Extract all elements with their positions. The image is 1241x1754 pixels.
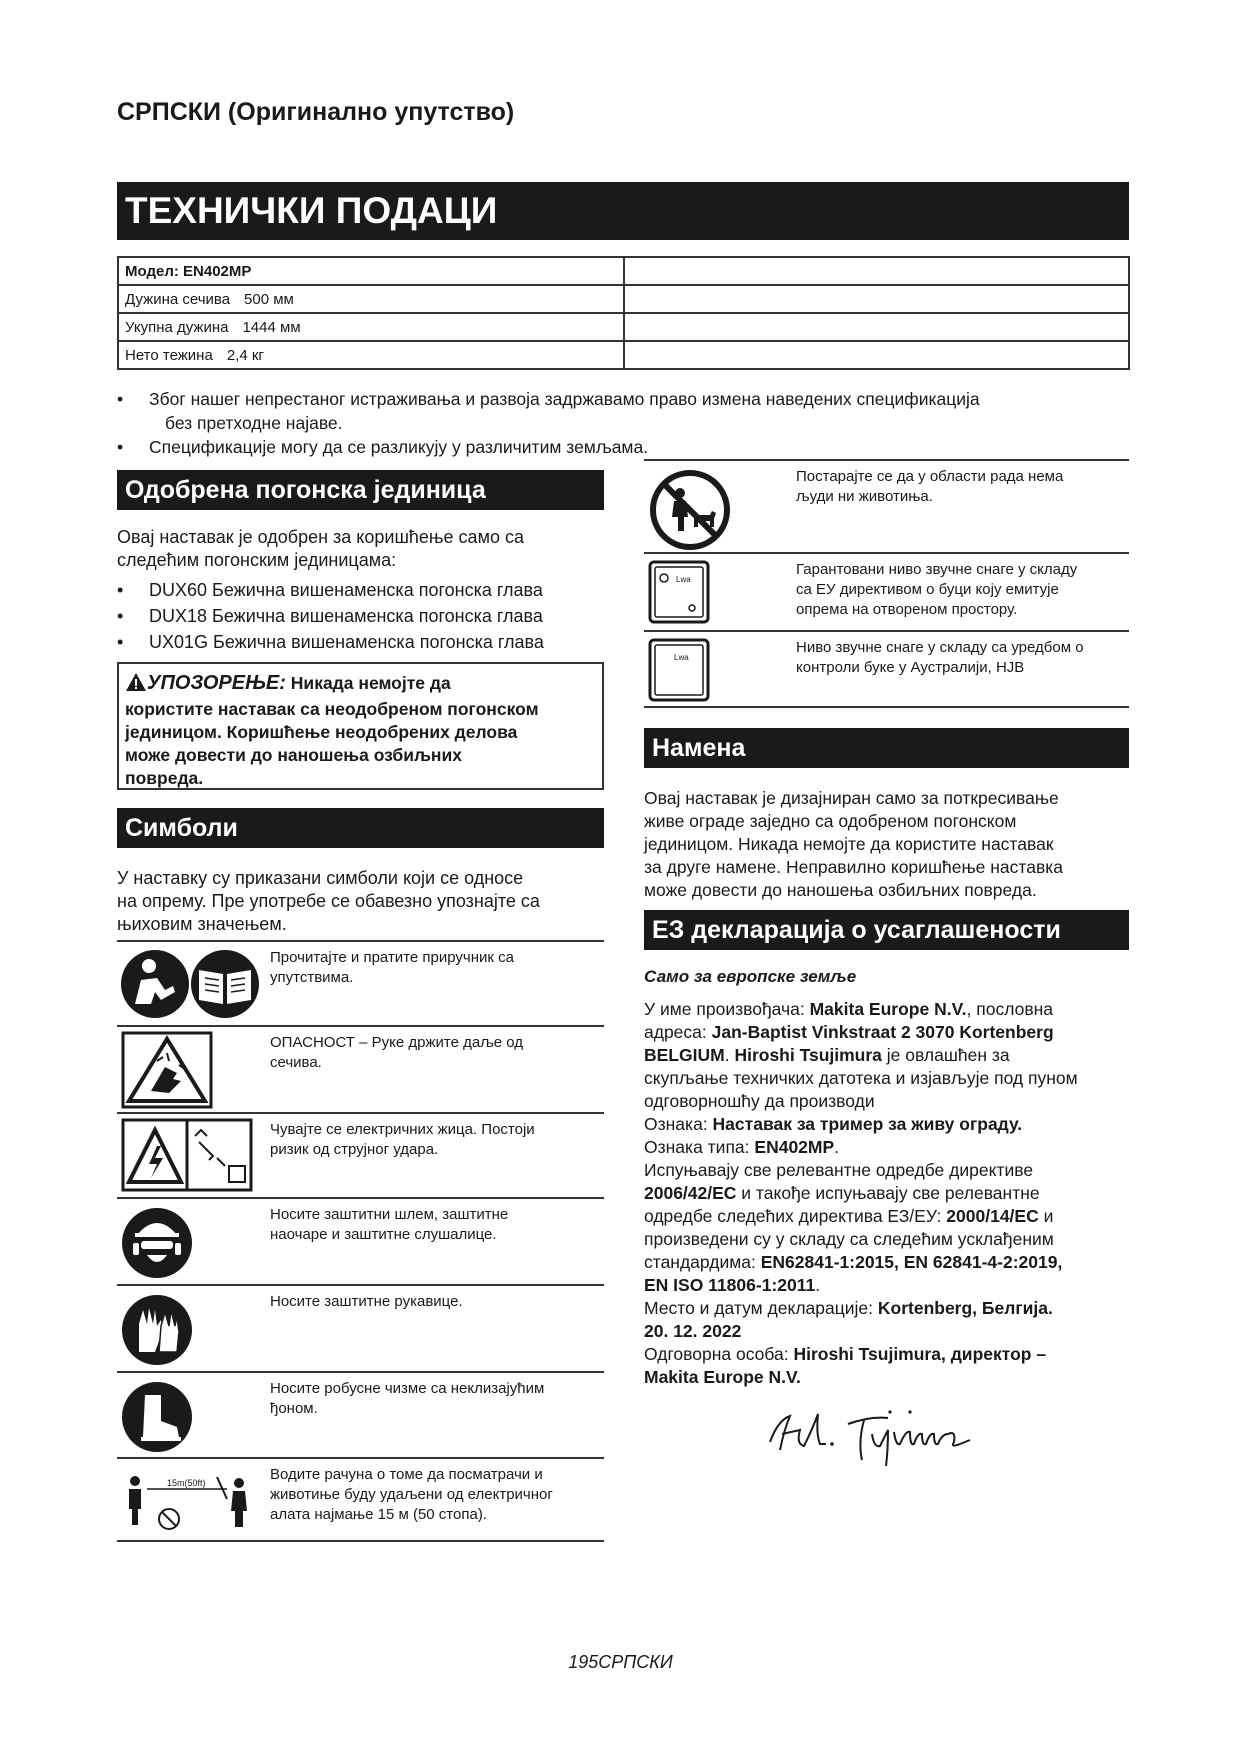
symbol-row — [117, 1197, 604, 1286]
symbol-row — [644, 459, 1129, 554]
symbol-row — [117, 1025, 604, 1114]
purpose-text: Овај наставак је дизајниран само за поткресивање живе ограде заједно са одобреном погонском јединицом. Никада немојте да користите наставак за друге намене. Неправилно коришћење наставка може довести до наношења озбиљних повреда. — [644, 788, 1064, 900]
divider — [644, 706, 1129, 708]
gloves-icon — [121, 1290, 201, 1375]
symbol-row — [644, 630, 1129, 708]
page-footer: 195СРПСКИ — [568, 1652, 673, 1672]
spec-notes-list — [117, 387, 1127, 459]
bystander-distance-icon — [121, 1463, 261, 1544]
distance-label: 15m(50ft) — [167, 1478, 206, 1488]
spec-value: 500 мм — [244, 290, 294, 308]
empty-cell — [624, 257, 1130, 285]
warning-icon — [125, 672, 147, 698]
list-item: • DUX18 Бежична вишенаменска погонска глава — [117, 603, 604, 629]
symbol-row — [117, 940, 604, 1027]
signature — [760, 1390, 1010, 1475]
symbol-row — [117, 1112, 604, 1199]
technical-data-heading: ТЕХНИЧКИ ПОДАЦИ — [117, 182, 1129, 240]
eu-sound-power-icon — [648, 560, 710, 629]
approved-intro: Овај наставак је одобрен за коришћење само са следећим погонским јединицама: — [117, 527, 524, 570]
spec-value: 2,4 кг — [226, 346, 264, 364]
au-sound-power-icon — [648, 638, 710, 707]
symbol-row — [644, 552, 1129, 632]
symbol-description: Носите робусне чизме са неклизајућим ђоном. — [270, 1380, 545, 1417]
symbol-row — [117, 1371, 604, 1459]
list-item: • UX01G Бежична вишенаменска погонска глава — [117, 629, 604, 655]
warning-box: УПОЗОРЕЊЕ: Никада немојте да користите наставак са неодобреном погонском јединицом. Коришћење неодобрених делова може довести до наношења озбиљних повреда. — [117, 662, 604, 790]
symbols-intro: У наставку су приказани симболи који се односе на опрему. Пре употребе се обавезно упознајте са њиховим значењем. — [117, 868, 540, 934]
symbol-description: Прочитајте и пратите приручник са упутствима. — [270, 949, 514, 986]
table-row — [118, 313, 1129, 341]
hand-cut-danger-icon — [121, 1031, 261, 1116]
symbol-description: Постарајте се да у области рада нема људи ни животиња. — [796, 468, 1064, 505]
spec-label: Укупна дужина — [125, 318, 229, 336]
list-item: • Због нашег непрестаног истраживања и развоја задржавамо право измена наведених спецификација без претходне најаве. — [117, 387, 1127, 435]
symbol-description: Носите заштитне рукавице. — [270, 1293, 463, 1310]
approved-unit-heading: Одобрена погонска јединица — [117, 470, 604, 510]
list-item: • DUX60 Бежична вишенаменска погонска глава — [117, 577, 604, 603]
divider — [117, 1540, 604, 1542]
spec-label: Дужина сечива — [125, 290, 231, 308]
empty-cell — [624, 313, 1130, 341]
document-title: СРПСКИ (Оригинално упутство) — [117, 98, 515, 126]
symbol-row — [117, 1457, 604, 1542]
empty-cell — [624, 285, 1130, 313]
symbol-description: Гарантовани ниво звучне снаге у складу са ЕУ директивом о буци коју емитује опрема на отвореном простору. — [796, 561, 1078, 618]
table-row — [118, 341, 1129, 369]
no-people-animals-icon — [648, 467, 734, 558]
symbol-description: ОПАСНОСТ – Руке држите даље од сечива. — [270, 1034, 524, 1071]
spec-value: 1444 мм — [242, 318, 301, 336]
specifications-table — [117, 256, 1130, 370]
empty-cell — [624, 341, 1130, 369]
symbols-heading: Симболи — [117, 808, 604, 848]
symbol-description: Чувајте се електричних жица. Постоји ризик од струјног удара. — [270, 1121, 535, 1158]
declaration-text: У име произвођача: Makita Europe N.V., пословна адреса: Jan-Baptist Vinkstraat 2 3070 Kortenberg BELGIUM. Hiroshi Tsujimura је овлашћен за скупљање техничких датотека и изјављује под пуном одговорношћу да производи Ознака: Наставак за тример за живу ограду. Ознака типа: EN402MP. Испуњавају све релевантне одредбе директиве 2006/42/EC и такође испуњавају све релевантне одредбе следећих директива ЕЗ/ЕУ: 2000/14/EC и произведени су у складу са следећим усклађеним стандардима: EN62841-1:2015, EN 62841-4-2:2019, EN ISO 11806-1:2011. Место и датум декларације: Kortenberg, Белгија. 20. 12. 2022 Одговорна особа: Hiroshi Tsujimura, директор – Makita Europe N.V. — [644, 999, 1078, 1387]
warning-label: УПОЗОРЕЊЕ: — [147, 672, 286, 694]
purpose-heading: Намена — [644, 728, 1129, 768]
spec-cell — [118, 313, 624, 341]
boots-icon — [121, 1377, 201, 1462]
electric-wire-hazard-icon — [121, 1118, 261, 1199]
symbol-row — [117, 1284, 604, 1373]
declaration-subheading: Само за европске земље — [644, 967, 857, 986]
spec-cell — [118, 341, 624, 369]
lwa-label: Lwa — [674, 653, 689, 662]
read-manual-icon — [121, 946, 261, 1027]
lwa-label: Lwa — [676, 575, 691, 584]
symbol-description: Водите рачуна о томе да посматрачи и животиње буду удаљени од електричног алата најмање 15 м (50 стопа). — [270, 1466, 553, 1523]
table-row — [118, 285, 1129, 313]
head-protection-icon — [121, 1203, 201, 1288]
symbol-description: Носите заштитни шлем, заштитне наочаре и заштитне слушалице. — [270, 1206, 509, 1243]
list-item: • Спецификације могу да се разликују у различитим земљама. — [117, 435, 1127, 459]
ec-declaration-heading: ЕЗ декларација о усаглашености — [644, 910, 1129, 950]
spec-label: Нето тежина — [125, 346, 213, 364]
symbol-description: Ниво звучне снаге у складу са уредбом о контроли буке у Аустралији, НЈВ — [796, 639, 1084, 676]
spec-cell — [118, 285, 624, 313]
table-row — [118, 257, 1129, 285]
approved-units-list — [117, 577, 604, 655]
model-cell: Модел: EN402MP — [118, 257, 624, 285]
